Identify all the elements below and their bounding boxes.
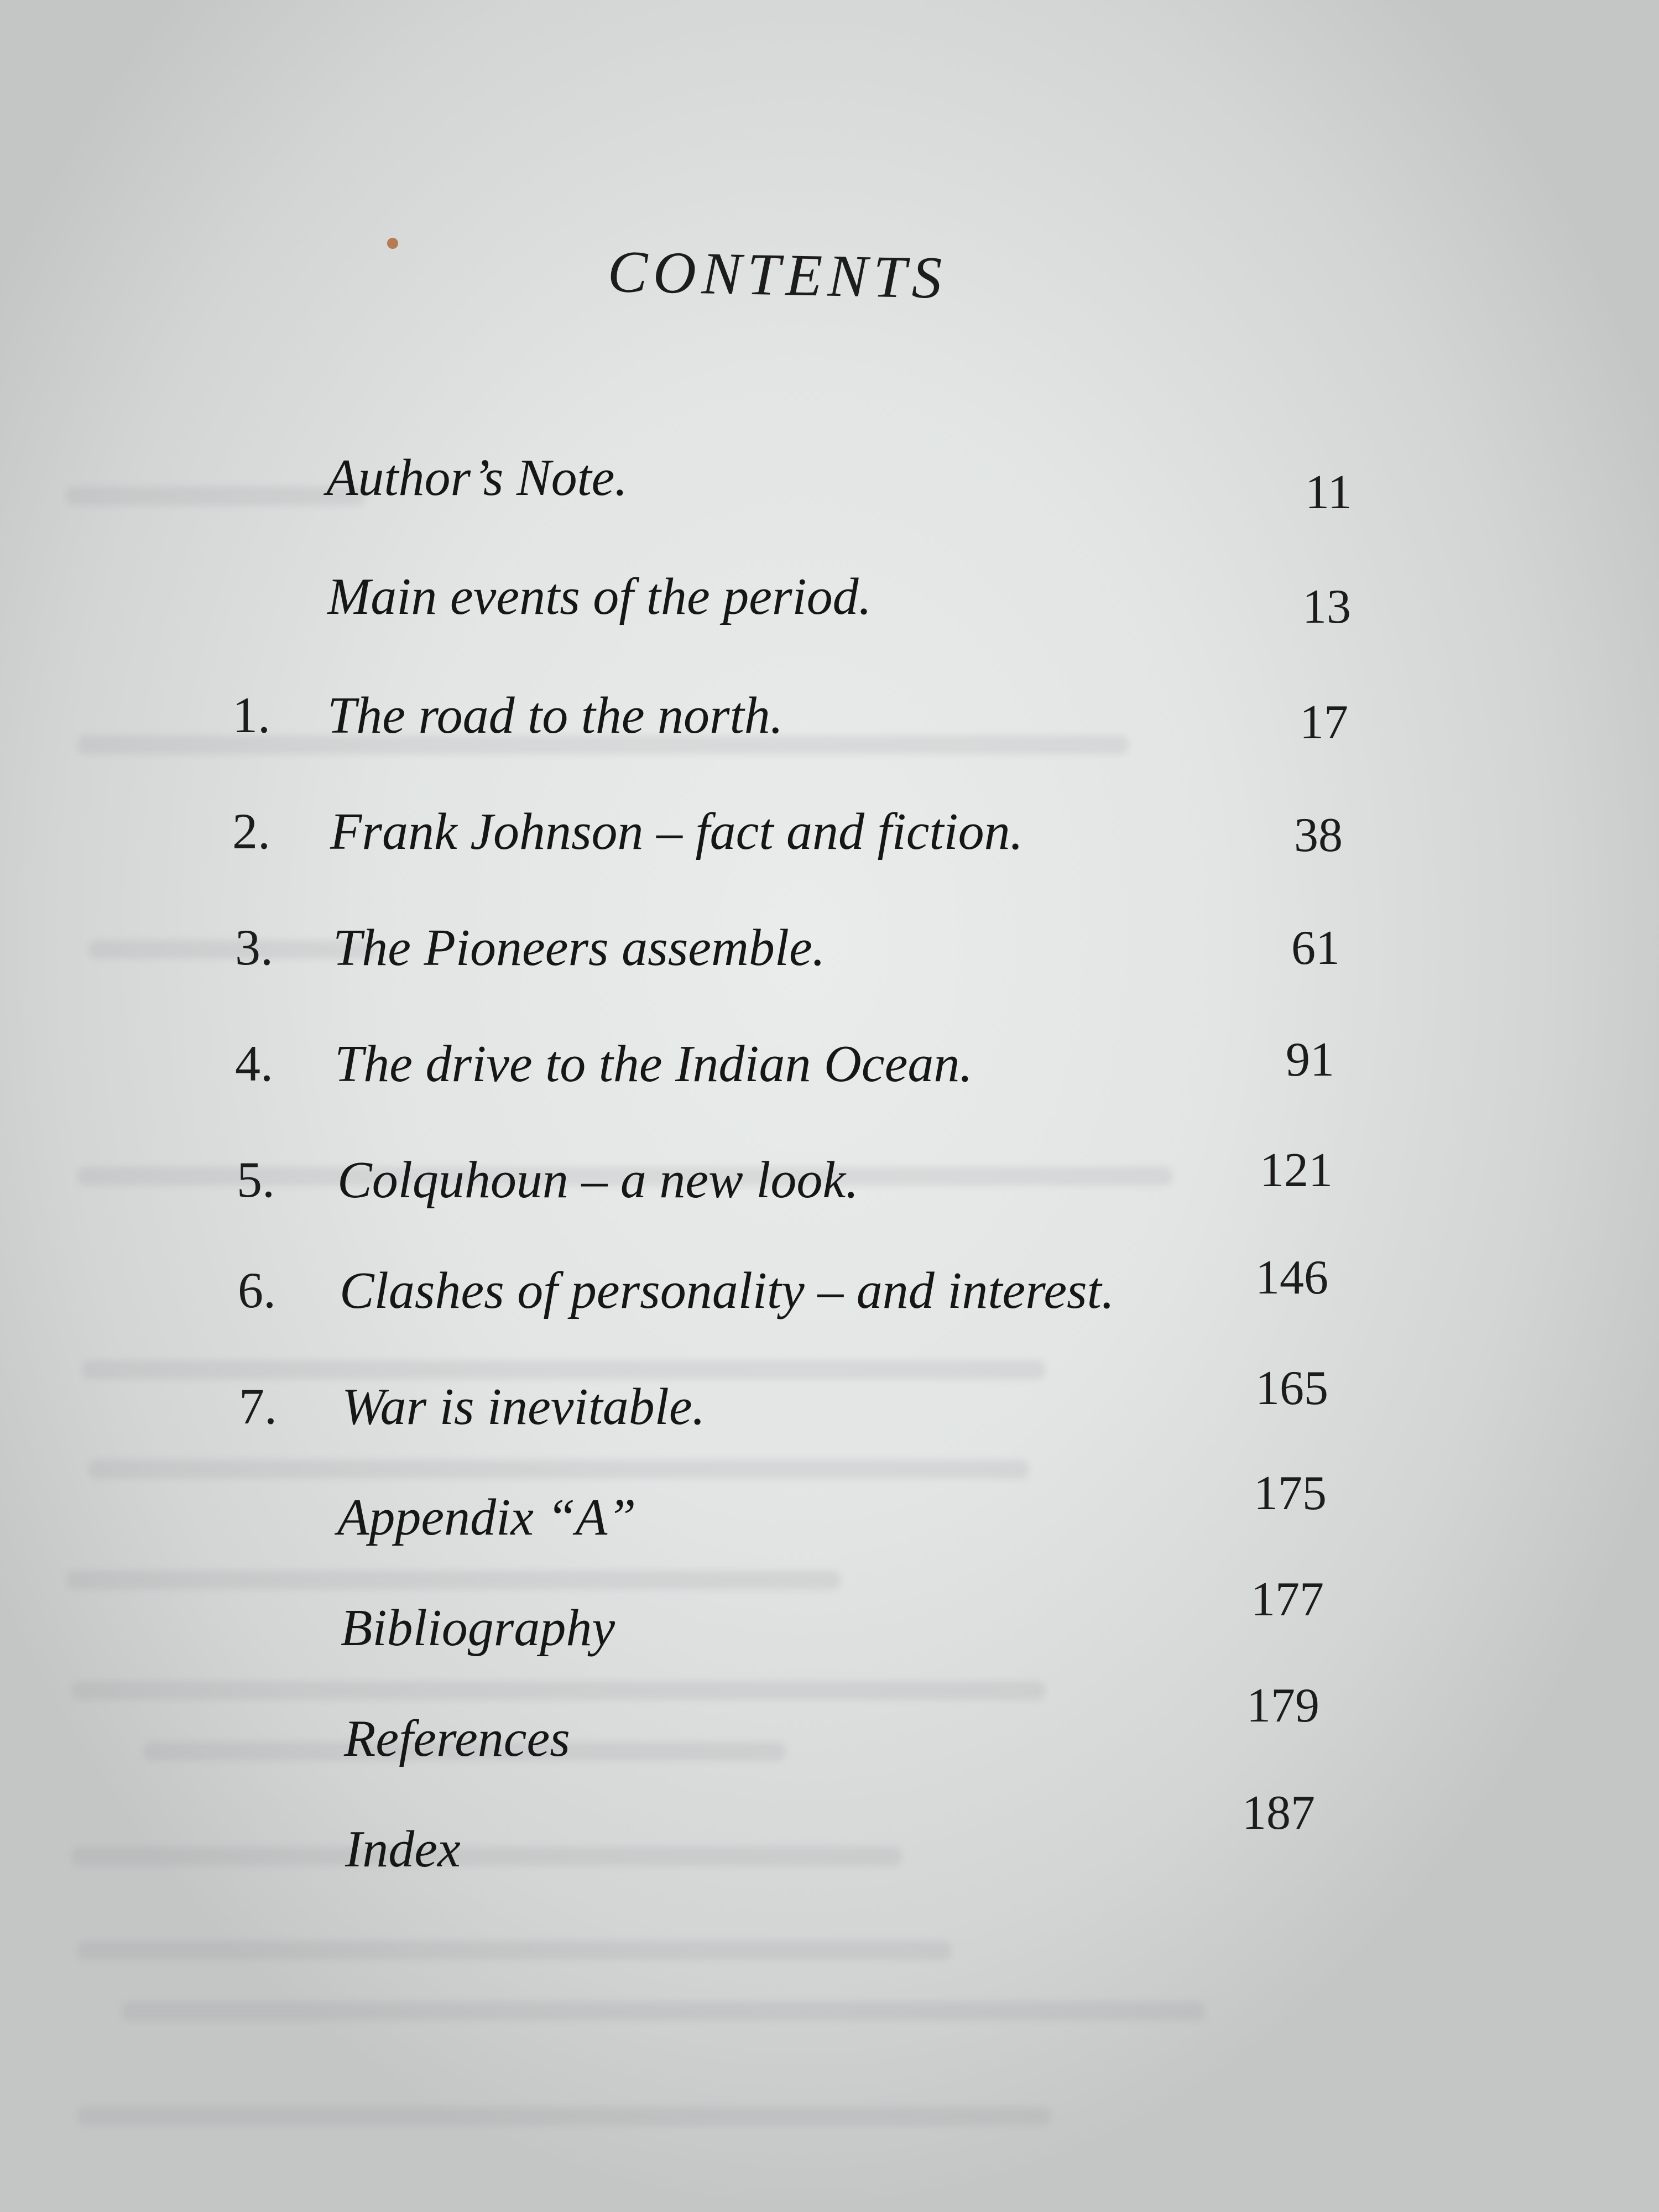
entry-page-number: 38 <box>1294 808 1343 862</box>
show-through-line <box>66 487 365 505</box>
entry-title: Index <box>345 1820 461 1878</box>
show-through-line <box>77 1941 951 1960</box>
entry-number: 5. <box>237 1151 275 1208</box>
entry-page-number: 17 <box>1300 696 1348 749</box>
entry-number: 1. <box>232 687 270 743</box>
entry-page-number: 121 <box>1260 1144 1333 1197</box>
entry-title: Bibliography <box>341 1599 615 1657</box>
entry-title: Author’s Note. <box>326 449 628 507</box>
show-through-line <box>77 2107 1051 2126</box>
entry-page-number: 175 <box>1254 1467 1327 1520</box>
entry-title: Frank Johnson – fact and fiction. <box>330 803 1024 860</box>
entry-number: 3. <box>235 919 273 975</box>
entry-title: War is inevitable. <box>342 1378 706 1436</box>
entry-title: The Pioneers assemble. <box>333 919 826 977</box>
entry-page-number: 146 <box>1255 1251 1328 1305</box>
entry-page-number: 91 <box>1286 1033 1334 1087</box>
show-through-line <box>83 1360 1045 1379</box>
entry-page-number: 179 <box>1246 1679 1319 1733</box>
entry-title: Colquhoun – a new look. <box>337 1151 859 1209</box>
entry-page-number: 165 <box>1255 1361 1328 1415</box>
show-through-line <box>72 1681 1045 1700</box>
entry-page-number: 13 <box>1302 580 1351 634</box>
contents-heading: CONTENTS <box>607 238 948 311</box>
entry-title: The road to the north. <box>327 687 784 744</box>
entry-page-number: 187 <box>1242 1786 1315 1840</box>
entry-title: Clashes of personality – and interest. <box>340 1262 1115 1319</box>
show-through-line <box>72 1847 901 1866</box>
entry-page-number: 61 <box>1291 921 1340 975</box>
entry-title: Main events of the period. <box>327 568 872 625</box>
show-through-line <box>66 1571 841 1589</box>
entry-page-number: 11 <box>1305 466 1352 519</box>
entry-title: References <box>344 1710 570 1767</box>
paper-speck <box>387 238 398 249</box>
show-through-line <box>122 2002 1206 2021</box>
entry-number: 4. <box>235 1035 273 1092</box>
entry-number: 7. <box>239 1378 277 1434</box>
entry-number: 6. <box>238 1262 276 1318</box>
entry-title: The drive to the Indian Ocean. <box>335 1035 973 1093</box>
entry-title: Appendix “A” <box>337 1489 637 1546</box>
entry-number: 2. <box>232 803 270 859</box>
show-through-line <box>88 1460 1029 1479</box>
entry-page-number: 177 <box>1251 1573 1324 1626</box>
